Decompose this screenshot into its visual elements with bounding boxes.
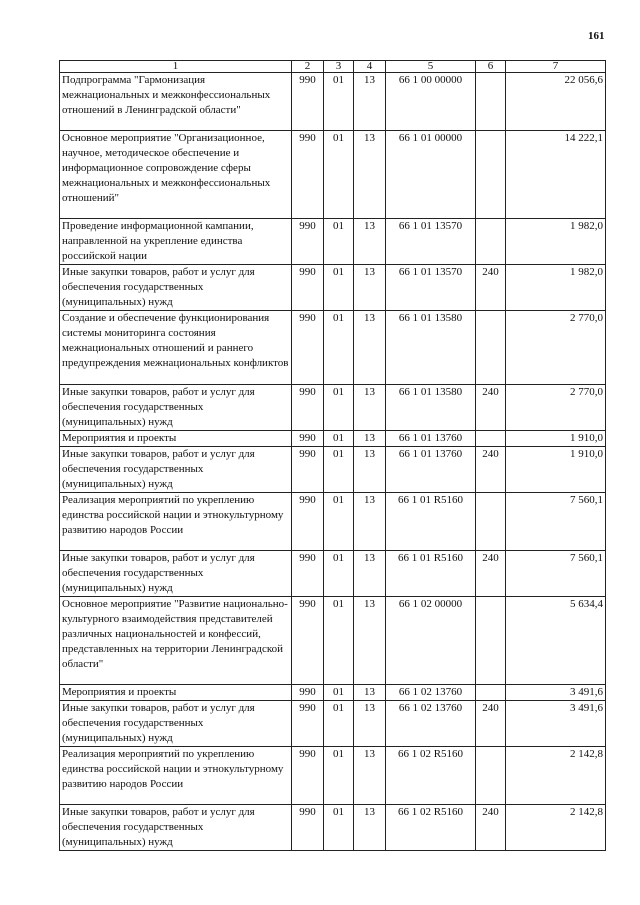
- code-cell: 66 1 01 13580: [386, 311, 476, 385]
- type-cell: 240: [476, 265, 506, 311]
- amount-cell: 1 982,0: [506, 265, 606, 311]
- col2-cell: 990: [292, 447, 324, 493]
- row-name-cell: Иные закупки товаров, работ и услуг для обеспечения государственных (муниципальных) нужд: [60, 805, 292, 851]
- type-cell: 240: [476, 447, 506, 493]
- amount-cell: 5 634,4: [506, 597, 606, 685]
- amount-cell: 14 222,1: [506, 131, 606, 219]
- col4-cell: 13: [354, 551, 386, 597]
- amount-cell: 3 491,6: [506, 685, 606, 701]
- col4-cell: 13: [354, 493, 386, 551]
- col4-cell: 13: [354, 701, 386, 747]
- type-cell: [476, 597, 506, 685]
- type-cell: [476, 431, 506, 447]
- table-row: [60, 685, 606, 701]
- col2-cell: 990: [292, 805, 324, 851]
- amount-cell: 1 910,0: [506, 431, 606, 447]
- row-name-cell: Иные закупки товаров, работ и услуг для обеспечения государственных (муниципальных) нужд: [60, 447, 292, 493]
- row-name-cell: Иные закупки товаров, работ и услуг для обеспечения государственных (муниципальных) нужд: [60, 265, 292, 311]
- col4-cell: 13: [354, 131, 386, 219]
- col2-cell: 990: [292, 701, 324, 747]
- col2-cell: 990: [292, 685, 324, 701]
- type-cell: 240: [476, 805, 506, 851]
- col2-cell: 990: [292, 551, 324, 597]
- code-cell: 66 1 01 13580: [386, 385, 476, 431]
- col3-cell: 01: [324, 219, 354, 265]
- table-row: [60, 493, 606, 551]
- row-name-cell: Мероприятия и проекты: [60, 685, 292, 701]
- col2-cell: 990: [292, 431, 324, 447]
- page-number: 161: [588, 30, 605, 42]
- table-row: [60, 311, 606, 385]
- table-row: [60, 701, 606, 747]
- col2-cell: 990: [292, 385, 324, 431]
- amount-cell: 2 770,0: [506, 311, 606, 385]
- col4-cell: 13: [354, 385, 386, 431]
- col2-cell: 990: [292, 73, 324, 131]
- col3-cell: 01: [324, 311, 354, 385]
- col3-cell: 01: [324, 805, 354, 851]
- table-row: [60, 597, 606, 685]
- col4-cell: 13: [354, 805, 386, 851]
- code-cell: 66 1 01 13570: [386, 219, 476, 265]
- amount-cell: 1 982,0: [506, 219, 606, 265]
- col4-cell: 13: [354, 597, 386, 685]
- table-row: [60, 219, 606, 265]
- budget-table: [59, 60, 606, 851]
- col4-cell: 13: [354, 311, 386, 385]
- type-cell: [476, 73, 506, 131]
- row-name-cell: Реализация мероприятий по укреплению единства российской нации и этнокультурному развитию народов России: [60, 747, 292, 805]
- col3-cell: 01: [324, 447, 354, 493]
- amount-cell: 1 910,0: [506, 447, 606, 493]
- col4-cell: 13: [354, 73, 386, 131]
- type-cell: 240: [476, 551, 506, 597]
- row-name-cell: Создание и обеспечение функционирования системы мониторинга состояния межнациональных отношений и раннего предупреждения межнациональных конфликтов: [60, 311, 292, 385]
- col3-cell: 01: [324, 701, 354, 747]
- col3-cell: 01: [324, 385, 354, 431]
- row-name-cell: Иные закупки товаров, работ и услуг для обеспечения государственных (муниципальных) нужд: [60, 701, 292, 747]
- col4-cell: 13: [354, 219, 386, 265]
- row-name-cell: Иные закупки товаров, работ и услуг для обеспечения государственных (муниципальных) нужд: [60, 551, 292, 597]
- table-row: [60, 805, 606, 851]
- table-row: [60, 385, 606, 431]
- table-row: [60, 265, 606, 311]
- col4-cell: 13: [354, 265, 386, 311]
- col2-cell: 990: [292, 219, 324, 265]
- code-cell: 66 1 02 13760: [386, 685, 476, 701]
- code-cell: 66 1 01 13570: [386, 265, 476, 311]
- code-cell: 66 1 01 R5160: [386, 551, 476, 597]
- col3-cell: 01: [324, 597, 354, 685]
- type-cell: [476, 131, 506, 219]
- code-cell: 66 1 01 R5160: [386, 493, 476, 551]
- table-row: [60, 431, 606, 447]
- type-cell: [476, 219, 506, 265]
- row-name-cell: Основное мероприятие "Развитие национально-культурного взаимодействия представителей различных национальностей и конфессий, представленных на территории Ленинградской области": [60, 597, 292, 685]
- table-row: [60, 131, 606, 219]
- col2-cell: 990: [292, 747, 324, 805]
- code-cell: 66 1 01 00000: [386, 131, 476, 219]
- col2-cell: 990: [292, 265, 324, 311]
- col3-cell: 01: [324, 685, 354, 701]
- col3-cell: 01: [324, 131, 354, 219]
- column-header: 5: [386, 61, 476, 73]
- amount-cell: 7 560,1: [506, 493, 606, 551]
- col2-cell: 990: [292, 311, 324, 385]
- code-cell: 66 1 01 13760: [386, 447, 476, 493]
- header-row: [60, 61, 606, 73]
- code-cell: 66 1 02 13760: [386, 701, 476, 747]
- row-name-cell: Мероприятия и проекты: [60, 431, 292, 447]
- type-cell: 240: [476, 385, 506, 431]
- table-row: [60, 747, 606, 805]
- amount-cell: 7 560,1: [506, 551, 606, 597]
- row-name-cell: Основное мероприятие "Организационное, научное, методическое обеспечение и информационное сопровождение сферы межнациональных и межконфессиональных отношений": [60, 131, 292, 219]
- col4-cell: 13: [354, 685, 386, 701]
- code-cell: 66 1 01 13760: [386, 431, 476, 447]
- col3-cell: 01: [324, 431, 354, 447]
- row-name-cell: Проведение информационной кампании, направленной на укрепление единства российской нации: [60, 219, 292, 265]
- column-header: 1: [60, 61, 292, 73]
- amount-cell: 22 056,6: [506, 73, 606, 131]
- col2-cell: 990: [292, 597, 324, 685]
- row-name-cell: Подпрограмма "Гармонизация межнациональных и межконфессиональных отношений в Ленинградской области": [60, 73, 292, 131]
- table-row: [60, 551, 606, 597]
- type-cell: [476, 493, 506, 551]
- type-cell: [476, 311, 506, 385]
- type-cell: [476, 747, 506, 805]
- amount-cell: 2 142,8: [506, 747, 606, 805]
- column-header: 7: [506, 61, 606, 73]
- col3-cell: 01: [324, 493, 354, 551]
- code-cell: 66 1 02 R5160: [386, 747, 476, 805]
- column-header: 6: [476, 61, 506, 73]
- amount-cell: 2 142,8: [506, 805, 606, 851]
- col3-cell: 01: [324, 73, 354, 131]
- col3-cell: 01: [324, 747, 354, 805]
- col3-cell: 01: [324, 265, 354, 311]
- column-header: 4: [354, 61, 386, 73]
- col3-cell: 01: [324, 551, 354, 597]
- col4-cell: 13: [354, 747, 386, 805]
- col4-cell: 13: [354, 431, 386, 447]
- row-name-cell: Реализация мероприятий по укреплению единства российской нации и этнокультурному развитию народов России: [60, 493, 292, 551]
- code-cell: 66 1 00 00000: [386, 73, 476, 131]
- row-name-cell: Иные закупки товаров, работ и услуг для обеспечения государственных (муниципальных) нужд: [60, 385, 292, 431]
- col2-cell: 990: [292, 493, 324, 551]
- col2-cell: 990: [292, 131, 324, 219]
- code-cell: 66 1 02 R5160: [386, 805, 476, 851]
- amount-cell: 2 770,0: [506, 385, 606, 431]
- table-row: [60, 447, 606, 493]
- column-header: 2: [292, 61, 324, 73]
- col4-cell: 13: [354, 447, 386, 493]
- table-row: [60, 73, 606, 131]
- code-cell: 66 1 02 00000: [386, 597, 476, 685]
- type-cell: [476, 685, 506, 701]
- type-cell: 240: [476, 701, 506, 747]
- amount-cell: 3 491,6: [506, 701, 606, 747]
- column-header: 3: [324, 61, 354, 73]
